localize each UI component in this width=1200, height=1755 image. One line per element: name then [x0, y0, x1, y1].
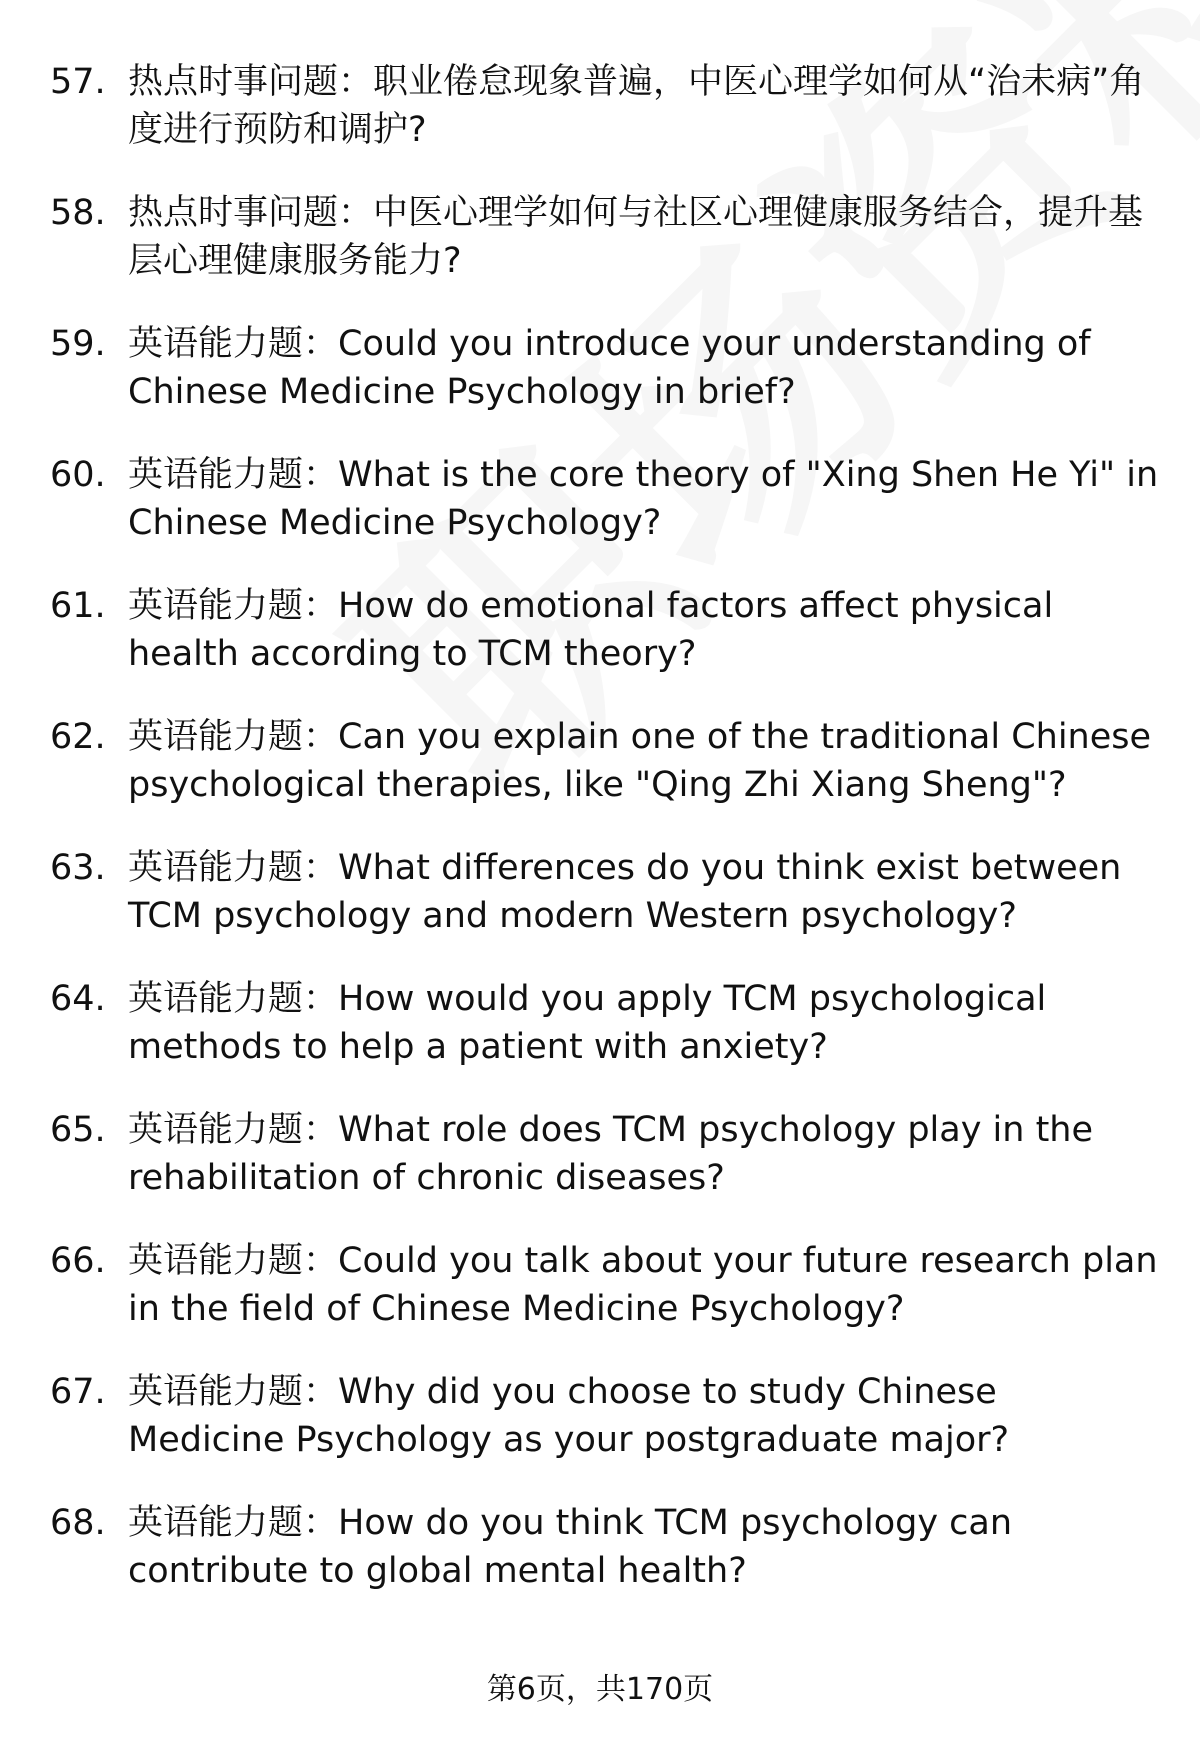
question-text: 热点时事问题：职业倦怠现象普遍，中医心理学如何从“治未病”角度进行预防和调护?: [128, 62, 1145, 150]
question-number: 64.: [50, 979, 106, 1019]
question-number: 60.: [50, 455, 106, 495]
question-item: [50, 582, 1160, 678]
question-number: 61.: [50, 586, 106, 626]
question-item: [50, 1499, 1160, 1595]
question-number: 67.: [50, 1372, 106, 1412]
question-number: 57.: [50, 62, 106, 102]
question-text: 热点时事问题：中医心理学如何与社区心理健康服务结合，提升基层心理健康服务能力?: [128, 193, 1144, 281]
question-item: [50, 713, 1160, 809]
question-number: 63.: [50, 848, 106, 888]
question-item: [50, 320, 1160, 416]
question-item: [50, 975, 1160, 1071]
question-text: 英语能力题：How would you apply TCM psychological methods to help a patient with anxiety?: [128, 979, 1047, 1067]
question-text: 英语能力题：Why did you choose to study Chinese Medicine Psychology as your postgraduate major?: [128, 1372, 1010, 1460]
question-number: 59.: [50, 324, 106, 364]
question-text: 英语能力题：What differences do you think exist between TCM psychology and modern Western psychology?: [128, 848, 1122, 936]
question-text: 英语能力题：Can you explain one of the traditional Chinese psychological therapies, like "Qing Zhi Xiang Sheng"?: [128, 717, 1152, 805]
question-number: 62.: [50, 717, 106, 757]
question-text: 英语能力题：Could you introduce your understanding of Chinese Medicine Psychology in brief?: [128, 324, 1091, 412]
question-text: 英语能力题：What is the core theory of "Xing Shen He Yi" in Chinese Medicine Psychology?: [128, 455, 1159, 543]
question-item: [50, 1106, 1160, 1202]
question-item: [50, 58, 1160, 154]
question-item: [50, 189, 1160, 285]
question-number: 66.: [50, 1241, 106, 1281]
question-number: 65.: [50, 1110, 106, 1150]
question-text: 英语能力题：Could you talk about your future research plan in the field of Chinese Medicine Psychology?: [128, 1241, 1158, 1329]
question-number: 58.: [50, 193, 106, 233]
question-text: 英语能力题：What role does TCM psychology play in the rehabilitation of chronic diseases?: [128, 1110, 1094, 1198]
question-text: 英语能力题：How do you think TCM psychology can contribute to global mental health?: [128, 1503, 1013, 1591]
question-item: [50, 844, 1160, 940]
question-item: [50, 451, 1160, 547]
question-item: [50, 1368, 1160, 1464]
question-list: [50, 58, 1160, 1630]
question-item: [50, 1237, 1160, 1333]
page-footer: 第6页，共170页: [486, 1672, 714, 1707]
question-text: 英语能力题：How do emotional factors affect physical health according to TCM theory?: [128, 586, 1054, 674]
question-number: 68.: [50, 1503, 106, 1543]
